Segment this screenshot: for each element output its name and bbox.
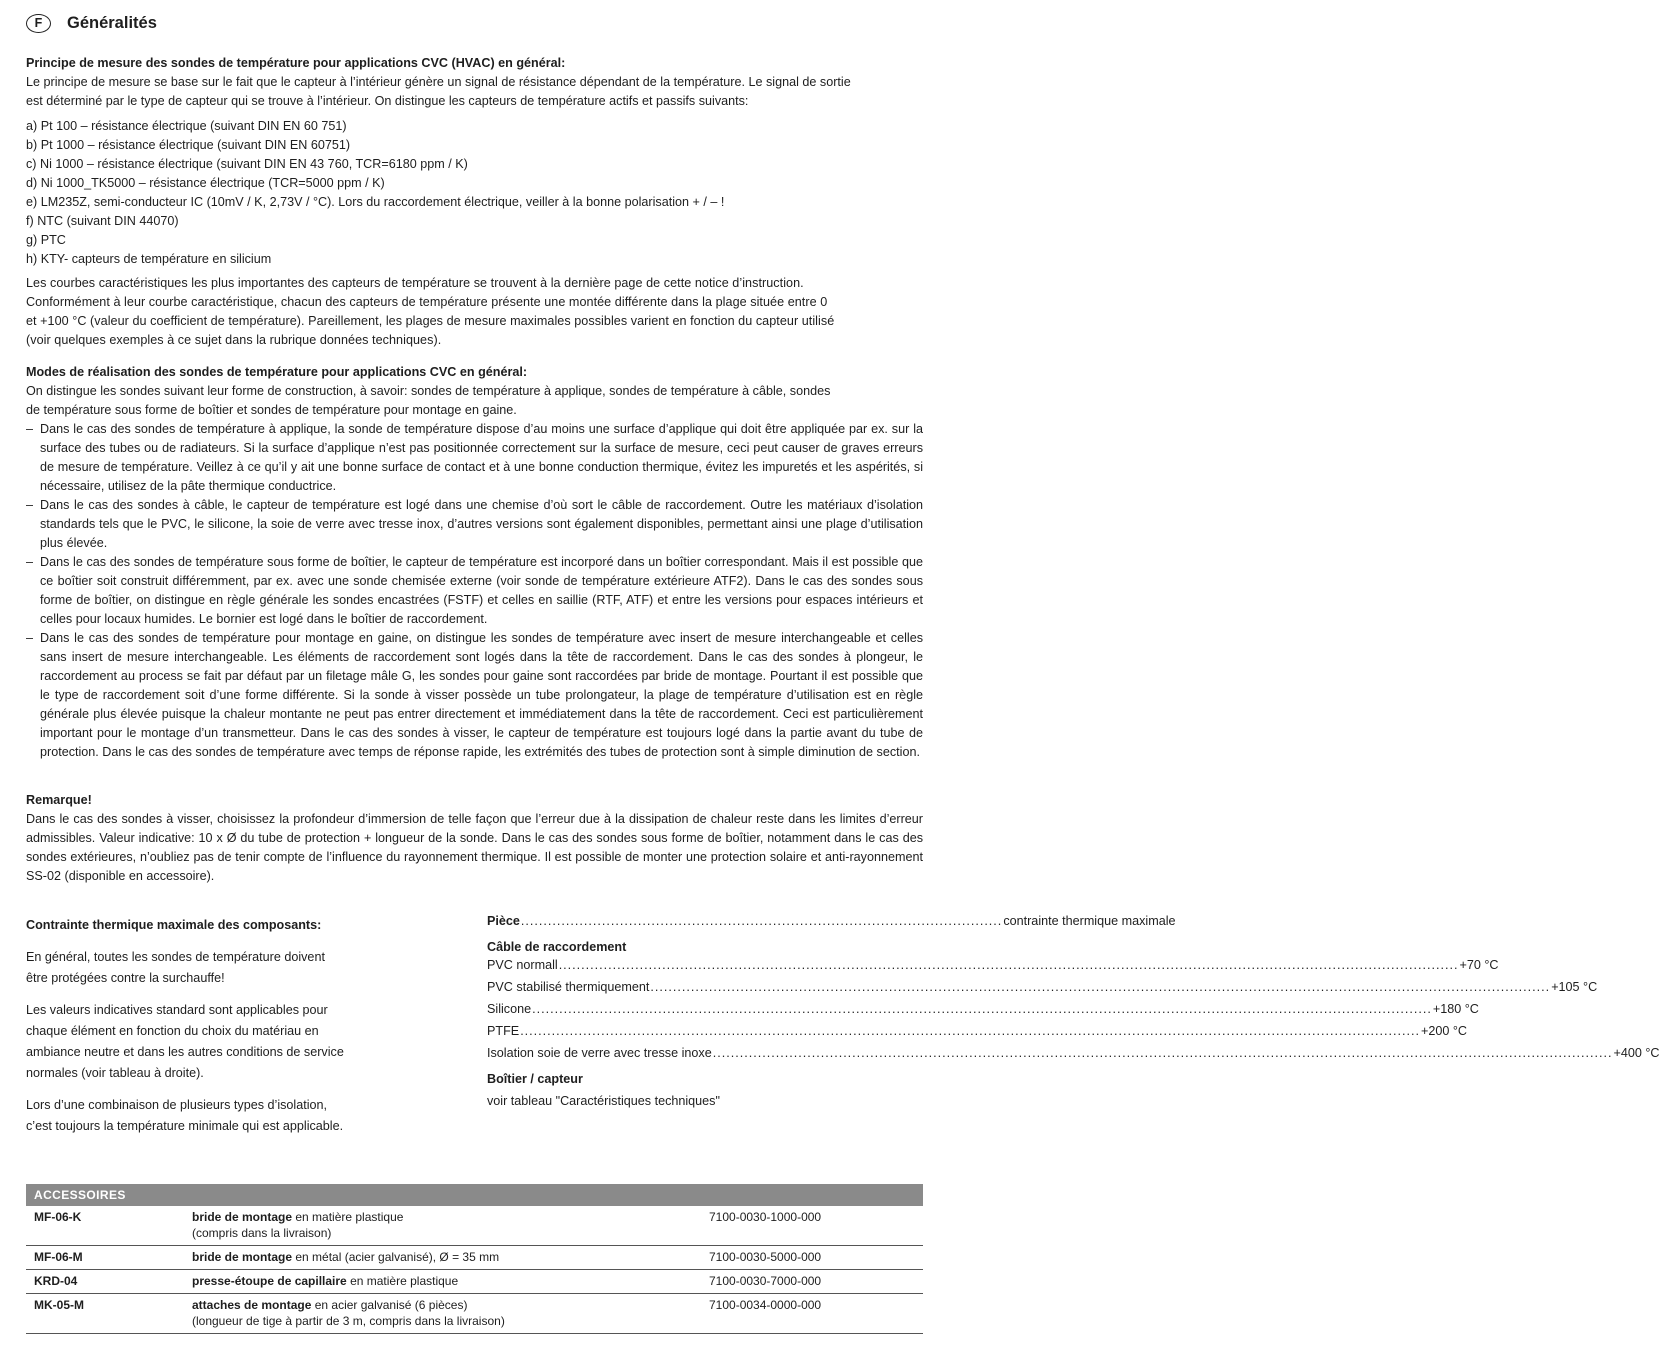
accessory-reference: 7100-0034-0000-000 [701, 1294, 923, 1334]
temperature-table [487, 914, 1660, 1112]
modes-list [26, 420, 923, 762]
principe-para-line: (voir quelques exemples à ce sujet dans la rubrique données techniques). [26, 333, 442, 347]
temp-row-label: PVC stabilisé thermiquement [487, 980, 650, 994]
sensor-type-item: c) Ni 1000 – résistance électrique (suivant DIN EN 43 760, TCR=6180 ppm / K) [26, 157, 468, 171]
principe-para-line: et +100 °C (valeur du coefficient de température). Pareillement, les plages de mesure maximales possibles varient en fonction du capteur utilisé [26, 314, 835, 328]
accessory-row [26, 1294, 923, 1334]
temp-col-right: contrainte thermique maximale [1003, 914, 1176, 928]
modes-item-text: Dans le cas des sondes de température sous forme de boîtier, le capteur de température est incorporé dans un boîtier correspondant. Mais il est possible que ce boîtier soit construit différemment, par ex. avec une sonde chemisée externe (voir sonde de température extérieure ATF2). Dans le cas des sondes sous forme de boîtier, on distingue en règle générale les sondes encastrées (FSTF) et celles en saillie (RTF, ATF) et entre les versions pour espaces intérieurs et celles pour locaux humides. Le bornier est logé dans le boîtier de raccordement. [40, 555, 923, 626]
paragraph-gap [26, 1084, 446, 1095]
accessory-reference: 7100-0030-7000-000 [701, 1270, 923, 1294]
modes-intro-line: On distingue les sondes suivant leur forme de construction, à savoir: sondes de température à applique, sondes de température à câble, sondes [26, 384, 831, 398]
modes-item-text: Dans le cas des sondes de température à applique, la sonde de température dispose d’au moins une surface d’applique qui doit être appliquée par ex. sur la surface des tubes ou de radiateurs. Si la surface d’applique n’est pas positionnée correctement sur la surface de mesure, ceci peut causer de graves erreurs de mesure de température. Veillez à ce qu’il y ait une bonne surface de contact et à une bonne conduction thermique, évitez les impuretés et les aspérités, si nécessaire, utilisez de la pâte thermique conductrice. [40, 422, 923, 493]
sensor-type-list [26, 117, 923, 269]
contrainte-line: Les valeurs indicatives standard sont applicables pour [26, 1003, 328, 1017]
accessory-name: bride de montage [192, 1210, 293, 1224]
paragraph-gap [26, 936, 446, 947]
temp-section-boitier: Boîtier / capteur [487, 1072, 583, 1086]
accessory-code: MF-06-K [26, 1206, 184, 1246]
modes-list-item [26, 553, 923, 629]
page-title: Généralités [67, 13, 157, 32]
temp-row [487, 1046, 1660, 1068]
dash-marker: – [26, 498, 34, 512]
temp-row [487, 1024, 1467, 1046]
accessory-desc: en matière plastique [292, 1210, 404, 1224]
temp-row-value: +200 °C [1420, 1024, 1467, 1038]
modes-list-item [26, 629, 923, 762]
leader-dots: ........................................................................................................................................................................................................ [650, 980, 1551, 994]
principe-paragraph [26, 274, 923, 350]
temp-row-label: PVC normall [487, 958, 558, 972]
principe-intro [26, 73, 923, 111]
accessory-desc: en métal (acier galvanisé), Ø = 35 mm [292, 1250, 500, 1264]
accessory-description [184, 1246, 701, 1270]
principe-para-line: Les courbes caractéristiques les plus importantes des capteurs de température se trouvent à la dernière page de cette notice d’instruction. [26, 276, 804, 290]
contrainte-line: chaque élément en fonction du choix du matériau en [26, 1024, 319, 1038]
leader-dots: ........................................................................................................................................................................................................ [712, 1046, 1613, 1060]
sensor-type-item: d) Ni 1000_TK5000 – résistance électrique (TCR=5000 ppm / K) [26, 176, 385, 190]
accessories-table [26, 1184, 923, 1334]
leader-dots: ........................................................................................................................................................................................................ [532, 1002, 1432, 1016]
accessory-row [26, 1270, 923, 1294]
principe-heading: Principe de mesure des sondes de température pour applications CVC (HVAC) en général: [26, 56, 566, 70]
temp-row-value: +400 °C [1613, 1046, 1660, 1060]
accessory-description [184, 1206, 701, 1246]
contrainte-line: Lors d’une combinaison de plusieurs types d’isolation, [26, 1098, 328, 1112]
accessory-reference: 7100-0030-1000-000 [701, 1206, 923, 1246]
accessory-code: KRD-04 [26, 1270, 184, 1294]
temp-row-value: +70 °C [1459, 958, 1499, 972]
contrainte-heading: Contrainte thermique maximale des composants: [26, 918, 322, 932]
sensor-type-item: f) NTC (suivant DIN 44070) [26, 214, 179, 228]
accessory-name: attaches de montage [192, 1298, 312, 1312]
remarque-section [26, 791, 923, 886]
contrainte-line: c’est toujours la température minimale qui est applicable. [26, 1119, 344, 1133]
temp-row-value: +105 °C [1551, 980, 1598, 994]
contrainte-line: ambiance neutre et dans les autres conditions de service [26, 1045, 344, 1059]
temp-section-cable: Câble de raccordement [487, 940, 627, 954]
contrainte-section [26, 914, 446, 1137]
accessory-code: MF-06-M [26, 1246, 184, 1270]
sensor-type-item: b) Pt 1000 – résistance électrique (suivant DIN EN 60751) [26, 138, 351, 152]
principe-intro-line: Le principe de mesure se base sur le fait que le capteur à l’intérieur génère un signal de résistance dépendant de la température. Le signal de sortie [26, 75, 851, 89]
principe-section [26, 54, 923, 111]
temp-row-label: Silicone [487, 1002, 532, 1016]
principe-para-line: Conformément à leur courbe caractéristique, chacun des capteurs de température présente une montée différente dans la plage située entre 0 [26, 295, 828, 309]
contrainte-paragraphs [26, 936, 446, 1137]
contrainte-line: normales (voir tableau à droite). [26, 1066, 204, 1080]
modes-intro-line: de température sous forme de boîtier et sondes de température pour montage en gaine. [26, 403, 517, 417]
modes-heading: Modes de réalisation des sondes de température pour applications CVC en général: [26, 365, 528, 379]
remarque-heading: Remarque! [26, 793, 92, 807]
accessory-code: MK-05-M [26, 1294, 184, 1334]
temp-row [487, 980, 1598, 1002]
temp-row [487, 958, 1499, 980]
temp-row [487, 1002, 1479, 1024]
temp-section-boitier-text: voir tableau "Caractéristiques techniques" [487, 1094, 720, 1108]
modes-section [26, 363, 923, 762]
modes-item-text: Dans le cas des sondes de température pour montage en gaine, on distingue les sondes de température avec insert de mesure interchangeable et celles sans insert de mesure interchangeable. Les éléments de raccordement sont logés dans la tête de raccordement. Dans le cas des sondes à plongeur, le raccordement au process se fait par défaut par un filetage mâle G, les sondes pour gaine sont raccordées par bride de montage. Pourtant il est possible que le type de raccordement soit d’une forme différente. Si la sonde à visser possède un tube prolongateur, la plage de température d’utilisation est en règle générale plus élevée puisque la chaleur montante ne peut pas entrer directement et immédiatement dans la tête de raccordement. Ceci est particulièrement important pour le montage d’un transmetteur. Dans le cas des sondes à visser, le capteur de température est toujours logé dans la partie avant du tube de protection. Dans le cas des sondes de température avec temps de réponse rapide, les extrémités des tubes de protection sont à simple diminution de section. [40, 631, 923, 759]
contrainte-line: être protégées contre la surchauffe! [26, 971, 225, 985]
sensor-type-item: e) LM235Z, semi-conducteur IC (10mV / K, 2,73V / °C). Lors du raccordement électrique, veiller à la bonne polarisation + / – ! [26, 195, 725, 209]
accessory-name: bride de montage [192, 1250, 293, 1264]
temp-row-value: +180 °C [1432, 1002, 1479, 1016]
sensor-type-item: g) PTC [26, 233, 66, 247]
dash-marker: – [26, 422, 34, 436]
leader-dots: ........................................................................................................................................................................................................ [558, 958, 1459, 972]
modes-list-item [26, 496, 923, 553]
sensor-type-item: h) KTY- capteurs de température en silicium [26, 252, 272, 266]
accessory-desc: en matière plastique [346, 1274, 459, 1288]
temp-row-label: PTFE [487, 1024, 520, 1038]
accessory-reference: 7100-0030-5000-000 [701, 1246, 923, 1270]
accessory-desc: en acier galvanisé (6 pièces) [311, 1298, 468, 1312]
principe-intro-line: est déterminé par le type de capteur qui se trouve à l’intérieur. On distingue les capteurs de température actifs et passifs suivants: [26, 94, 749, 108]
accessory-name: presse-étoupe de capillaire [192, 1274, 347, 1288]
section-header [26, 10, 157, 36]
modes-list-item [26, 420, 923, 496]
accessory-row [26, 1206, 923, 1246]
accessory-desc-2: (compris dans la livraison) [192, 1226, 332, 1240]
remarque-text: Dans le cas des sondes à visser, choisissez la profondeur d’immersion de telle façon que l’erreur due à la dissipation de chaleur reste dans les limites d’erreur admissibles. Valeur indicative: 10 x Ø du tube de protection + longueur de la sonde. Dans le cas des sondes sous forme de boîtier, notamment dans le cas des sondes extérieures, n’oubliez pas de tenir compte de l’influence du rayonnement thermique. Il est possible de monter une protection solaire et anti-rayonnement SS-02 (disponible en accessoire). [26, 812, 923, 883]
temp-col-left: Pièce [487, 914, 520, 928]
dash-marker: – [26, 631, 34, 645]
temp-table-header [487, 914, 1176, 936]
accessories-header: ACCESSOIRES [26, 1184, 923, 1206]
leader-dots: ........................................................................................................... [520, 914, 1003, 928]
leader-dots: ........................................................................................................................................................................................................ [520, 1024, 1420, 1038]
paragraph-gap [26, 989, 446, 1000]
modes-intro [26, 382, 923, 420]
contrainte-line: En général, toutes les sondes de température doivent [26, 950, 325, 964]
temp-row-label: Isolation soie de verre avec tresse inoxe [487, 1046, 712, 1060]
modes-item-text: Dans le cas des sondes à câble, le capteur de température est logé dans une chemise d’où sort le câble de raccordement. Outre les matériaux d’isolation standards tels que le PVC, le silicone, la soie de verre avec tresse inox, d’autres versions sont également disponibles, permettant ainsi une plage d’utilisation plus élevée. [40, 498, 923, 550]
accessory-description [184, 1294, 701, 1334]
accessory-desc-2: (longueur de tige à partir de 3 m, compris dans la livraison) [192, 1314, 505, 1328]
dash-marker: – [26, 555, 34, 569]
temp-rows [487, 958, 1660, 1068]
language-badge: F [26, 14, 51, 33]
accessory-row [26, 1246, 923, 1270]
sensor-type-item: a) Pt 100 – résistance électrique (suivant DIN EN 60 751) [26, 119, 347, 133]
accessory-description [184, 1270, 701, 1294]
